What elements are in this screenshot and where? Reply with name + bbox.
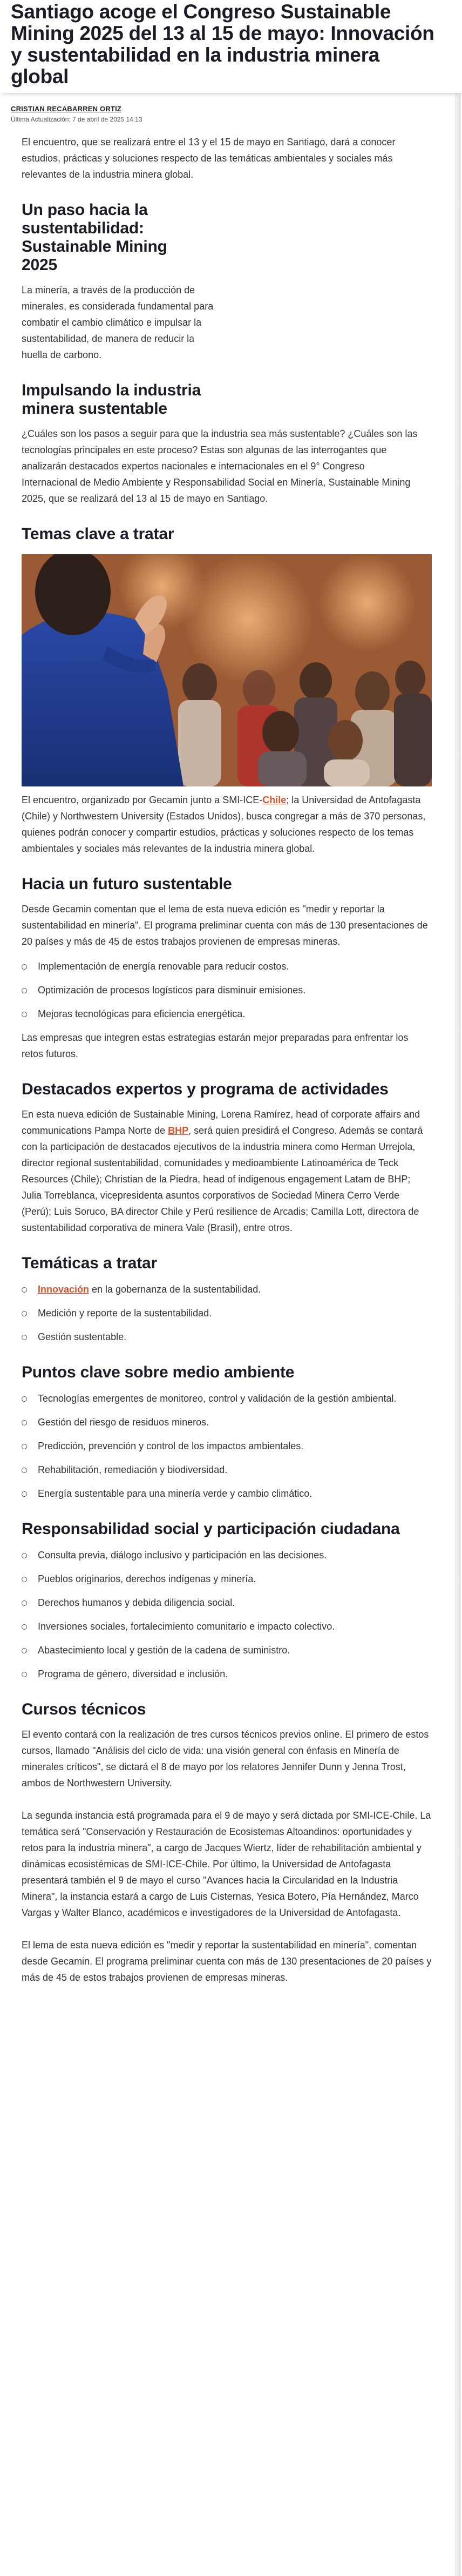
updated-timestamp: Última Actualización: 7 de abril de 2025 14:13 xyxy=(11,116,142,123)
list-item: Energía sustentable para una minería verde y cambio climático. xyxy=(22,1485,432,1502)
paragraph xyxy=(22,426,421,507)
paragraph: El evento contará con la realización de tres cursos técnicos previos online. El primero de estos cursos, llamado "Análisis del ciclo de vida: una visión general con énfasis en Minería de minerales críticos", se dictará el 8 de mayo por los relatores Jennifer Dunn y Jenna Trost, ambos de Northwestern University. xyxy=(22,1729,429,1788)
conference-photo xyxy=(22,554,432,786)
paragraph: El lema de esta nueva edición es "medir y reportar la sustentabilidad en minería", comentan desde Gecamin. El programa preliminar cuenta con más de 130 presentaciones de 20 países y más de 45 de estos trabajos provienen de empresas mineras. xyxy=(22,1940,432,1983)
list-item: Consulta previa, diálogo inclusivo y participación en las decisiones. xyxy=(22,1547,432,1563)
bullet-list xyxy=(22,1390,432,1502)
section-heading: Temáticas a tratar xyxy=(22,1254,157,1272)
intro-paragraph: El encuentro, que se realizará entre el 13 y el 15 de mayo en Santiago, dará a conocer estudios, prácticas y soluciones respecto de las temáticas ambientales y sociales más relevantes de la industria minera global. xyxy=(22,137,396,180)
bullet-list xyxy=(22,1547,432,1682)
page-title: Santiago acoge el Congreso Sustainable Mining 2025 del 13 al 15 de mayo: Innovación y sustentabilidad en la industria minera global xyxy=(11,1,434,88)
scrollbar[interactable] xyxy=(456,0,461,2576)
section-heading: Cursos técnicos xyxy=(22,1700,146,1718)
section-heading: Responsabilidad social y participación ciudadana xyxy=(22,1520,400,1538)
list-item-text: en la gobernanza de la sustentabilidad. xyxy=(89,1284,261,1295)
paragraph xyxy=(22,1106,432,1236)
list-item: Implementación de energía renovable para reducir costos. xyxy=(22,958,432,974)
paragraph-text: En esta nueva edición de Sustainable Mining, Lorena Ramírez, head of corporate affairs and communications Pampa Norte de xyxy=(22,1109,420,1136)
list-item: Inversiones sociales, fortalecimiento comunitario e impacto colectivo. xyxy=(22,1618,432,1635)
innovacion-link[interactable]: Innovación xyxy=(38,1284,90,1295)
list-item: Rehabilitación, remediación y biodiversidad. xyxy=(22,1462,432,1478)
article-header xyxy=(0,0,462,93)
paragraph-text: , será quien presidirá el Congreso. Además se contará con la participación de destacados ejecutivos de la industria minera como Herman Urrejola, director regional sustentabilidad, comunidades y medioambiente Latinoamérica de Teck Resources (Chile); Christian de la Piedra, head of indigenous engagement Latam de BHP; Julia Torreblanca, vicepresidenta asuntos corporativos de Sociedad Minera Cerro Verde (Perú); Luis Soruco, BA director Chile y Perú resilience de Arcadis; Camilla Lott, directora de sustentabilidad corporativa de minera Vale (Brasil), entre otros. xyxy=(22,1125,423,1233)
list-item: Gestión sustentable. xyxy=(22,1329,432,1345)
conference-photo-illustration xyxy=(22,554,432,786)
paragraph: Las empresas que integren estas estrategias estarán mejor preparadas para enfrentar los retos futuros. xyxy=(22,1032,409,1059)
paragraph: La minería, a través de la producción de minerales, es considerada fundamental para combatir el cambio climático e impulsar la sustentabilidad, de manera de reducir la huella de carbono. xyxy=(22,285,214,360)
list-item: Derechos humanos y debida diligencia social. xyxy=(22,1595,432,1611)
list-item: Predicción, prevención y control de los impactos ambientales. xyxy=(22,1438,432,1454)
list-item: Pueblos originarios, derechos indígenas y minería. xyxy=(22,1571,432,1587)
section-heading: Hacia un futuro sustentable xyxy=(22,875,232,893)
list-item: Medición y reporte de la sustentabilidad. xyxy=(22,1305,432,1321)
section-heading: Destacados expertos y programa de actividades xyxy=(22,1080,389,1098)
list-item xyxy=(22,1281,432,1297)
paragraph-text: ¿Cuáles son los pasos a seguir para que la industria sea más sustentable? ¿Cuáles son las tecnologías principales en este proceso? Estas son algunas de las interrogantes que analizarán destacados expertos nacionales e internacionales en el 9° Congreso Internacional de Medio Ambiente y Responsabilidad Social en Minería, Sustainable Mining 2025, que se realizará del 13 al 15 de mayo en Santiago. xyxy=(22,428,418,504)
article-body xyxy=(0,123,453,1986)
list-item: Optimización de procesos logísticos para disminuir emisiones. xyxy=(22,982,432,998)
section-heading: Impulsando la industria minera sustentable xyxy=(22,381,201,418)
author-link[interactable]: CRISTIAN RECABARREN ORTIZ xyxy=(11,105,122,113)
paragraph-text: El encuentro, organizado por Gecamin junto a SMI-ICE- xyxy=(22,795,263,805)
bhp-link[interactable]: BHP xyxy=(168,1125,189,1136)
section-heading: Temas clave a tratar xyxy=(22,525,174,543)
bullet-list xyxy=(22,1281,432,1345)
list-item: Tecnologías emergentes de monitoreo, control y validación de la gestión ambiental. xyxy=(22,1390,432,1407)
section-heading: Puntos clave sobre medio ambiente xyxy=(22,1363,295,1381)
chile-link[interactable]: Chile xyxy=(262,795,287,805)
list-item: Programa de género, diversidad e inclusión. xyxy=(22,1666,432,1682)
paragraph xyxy=(22,792,432,857)
section-heading: Un paso hacia la sustentabilidad: Sustainable Mining 2025 xyxy=(22,201,167,274)
bullet-list xyxy=(22,958,432,1022)
list-item: Mejoras tecnológicas para eficiencia energética. xyxy=(22,1006,432,1022)
paragraph-text: ; la Universidad de Antofagasta (Chile) y Northwestern University (Estados Unidos), busca congregar a más de 370 personas, quienes podrán conocer y compartir estudios, prácticas y soluciones respecto de los temas ambientales y sociales más relevantes de la industria minera global. xyxy=(22,795,426,854)
list-item: Gestión del riesgo de residuos mineros. xyxy=(22,1414,432,1430)
paragraph: La segunda instancia está programada para el 9 de mayo y será dictada por SMI-ICE-Chile. La temática será "Conservación y Restauración de Ecosistemas Altoandinos: oportunidades y retos para la industria minera", a cargo de Jacques Wiertz, líder de rehabilitación ambiental y dinámicas ecosistémicas de SMI-ICE-Chile. Por último, la Universidad de Antofagasta presentará también el 9 de mayo el curso "Avances hacia la Circularidad en la Industria Minera", la instancia estará a cargo de Luis Cisternas, Yesica Botero, Pía Hernández, Marco Vargas y Walter Blanco, académicos e investigadores de la Universidad de Antofagasta. xyxy=(22,1810,431,1918)
article-meta xyxy=(0,93,462,123)
list-item: Abastecimiento local y gestión de la cadena de suministro. xyxy=(22,1642,432,1658)
paragraph: Desde Gecamin comentan que el lema de esta nueva edición es "medir y reportar la sustentabilidad en minería". El programa preliminar cuenta con más de 130 presentaciones de 20 países y más de 45 de estos trabajos provienen de empresas mineras. xyxy=(22,904,428,947)
